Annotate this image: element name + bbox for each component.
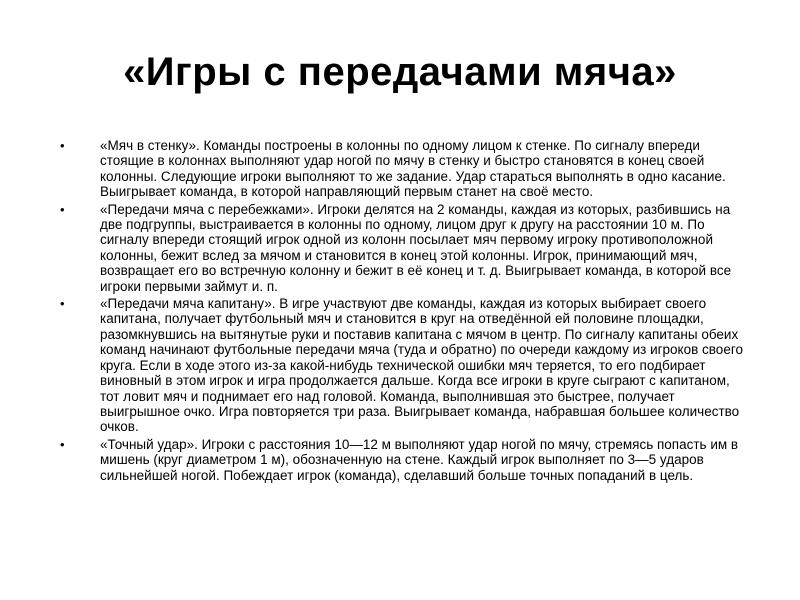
bullet-icon: • [60,436,65,452]
list-item [60,202,750,294]
list-item-text: «Передачи мяча с перебежками». Игроки делятся на 2 команды, каждая из которых, разбившись на две подгруппы, выстраивается в колонны по одному, лицом друг к другу на расстоянии 10 м. По сигналу впереди стоящий игрок одной из колонн посылает мяч первому игроку противоположной колонны, бежит вслед за мячом и становится в конец этой колонны. Игрок, принимающий мяч, возвращает его во встречную колонну и бежит в её конец и т. д. Выигрывает команда, в которой все игроки первыми займут и. п. [100,201,732,294]
bullet-icon: • [60,138,65,153]
list-item-text: «Передачи мяча капитану». В игре участвуют две команды, каждая из которых выбирает своего капитана, получает футбольный мяч и становится в круг на отведённой ей половине площадки, разомкнувшись на вытянутые руки и поставив капитана с мячом в центр. По сигналу капитаны обеих команд начинают футбольные передачи мяча (туда и обратно) по очереди каждому из игроков своего круга. Если в ходе этого из-за какой-нибудь технической ошибки мяч теряется, то его подбирает виновный в этом игрок и игра продолжается дальше. Когда все игроки в круге сыграют с капитаном, тот ловит мяч и поднимает его над головой. Команда, выполнившая это быстрее, получает выигрышное очко. Игра повторяется три раза. Выигрывает команда, набравшая большее количество очков. [100,296,743,435]
slide-title: «Игры с передачами мяча» [123,50,677,94]
list-item-text: «Точный удар». Игроки с расстояния 10—12 м выполняют удар ногой по мячу, стремясь попасть им в мишень (круг диаметром 1 м), обозначенную на стене. Каждый игрок выполняет по 3—5 ударов сильнейшей ногой. Побеждает игрок (команда), сделавший больше точных попаданий в цель. [100,436,739,483]
list-item [60,296,750,435]
bullet-icon: • [60,296,65,312]
list-item [60,437,750,483]
list-item-text: «Мяч в стенку». Команды построены в колонны по одному лицом к стенке. По сигналу впереди стоящие в колоннах выполняют удар ногой по мячу в стенку и быстро становятся в конец своей колонны. Следующие игроки выполняют то же задание. Удар стараться выполнять в одно касание. Выигрывает команда, в которой направляющий первым станет на своё место. [100,138,726,200]
bullet-icon: • [60,201,65,217]
list-item [60,138,750,200]
bullet-list [60,138,750,485]
